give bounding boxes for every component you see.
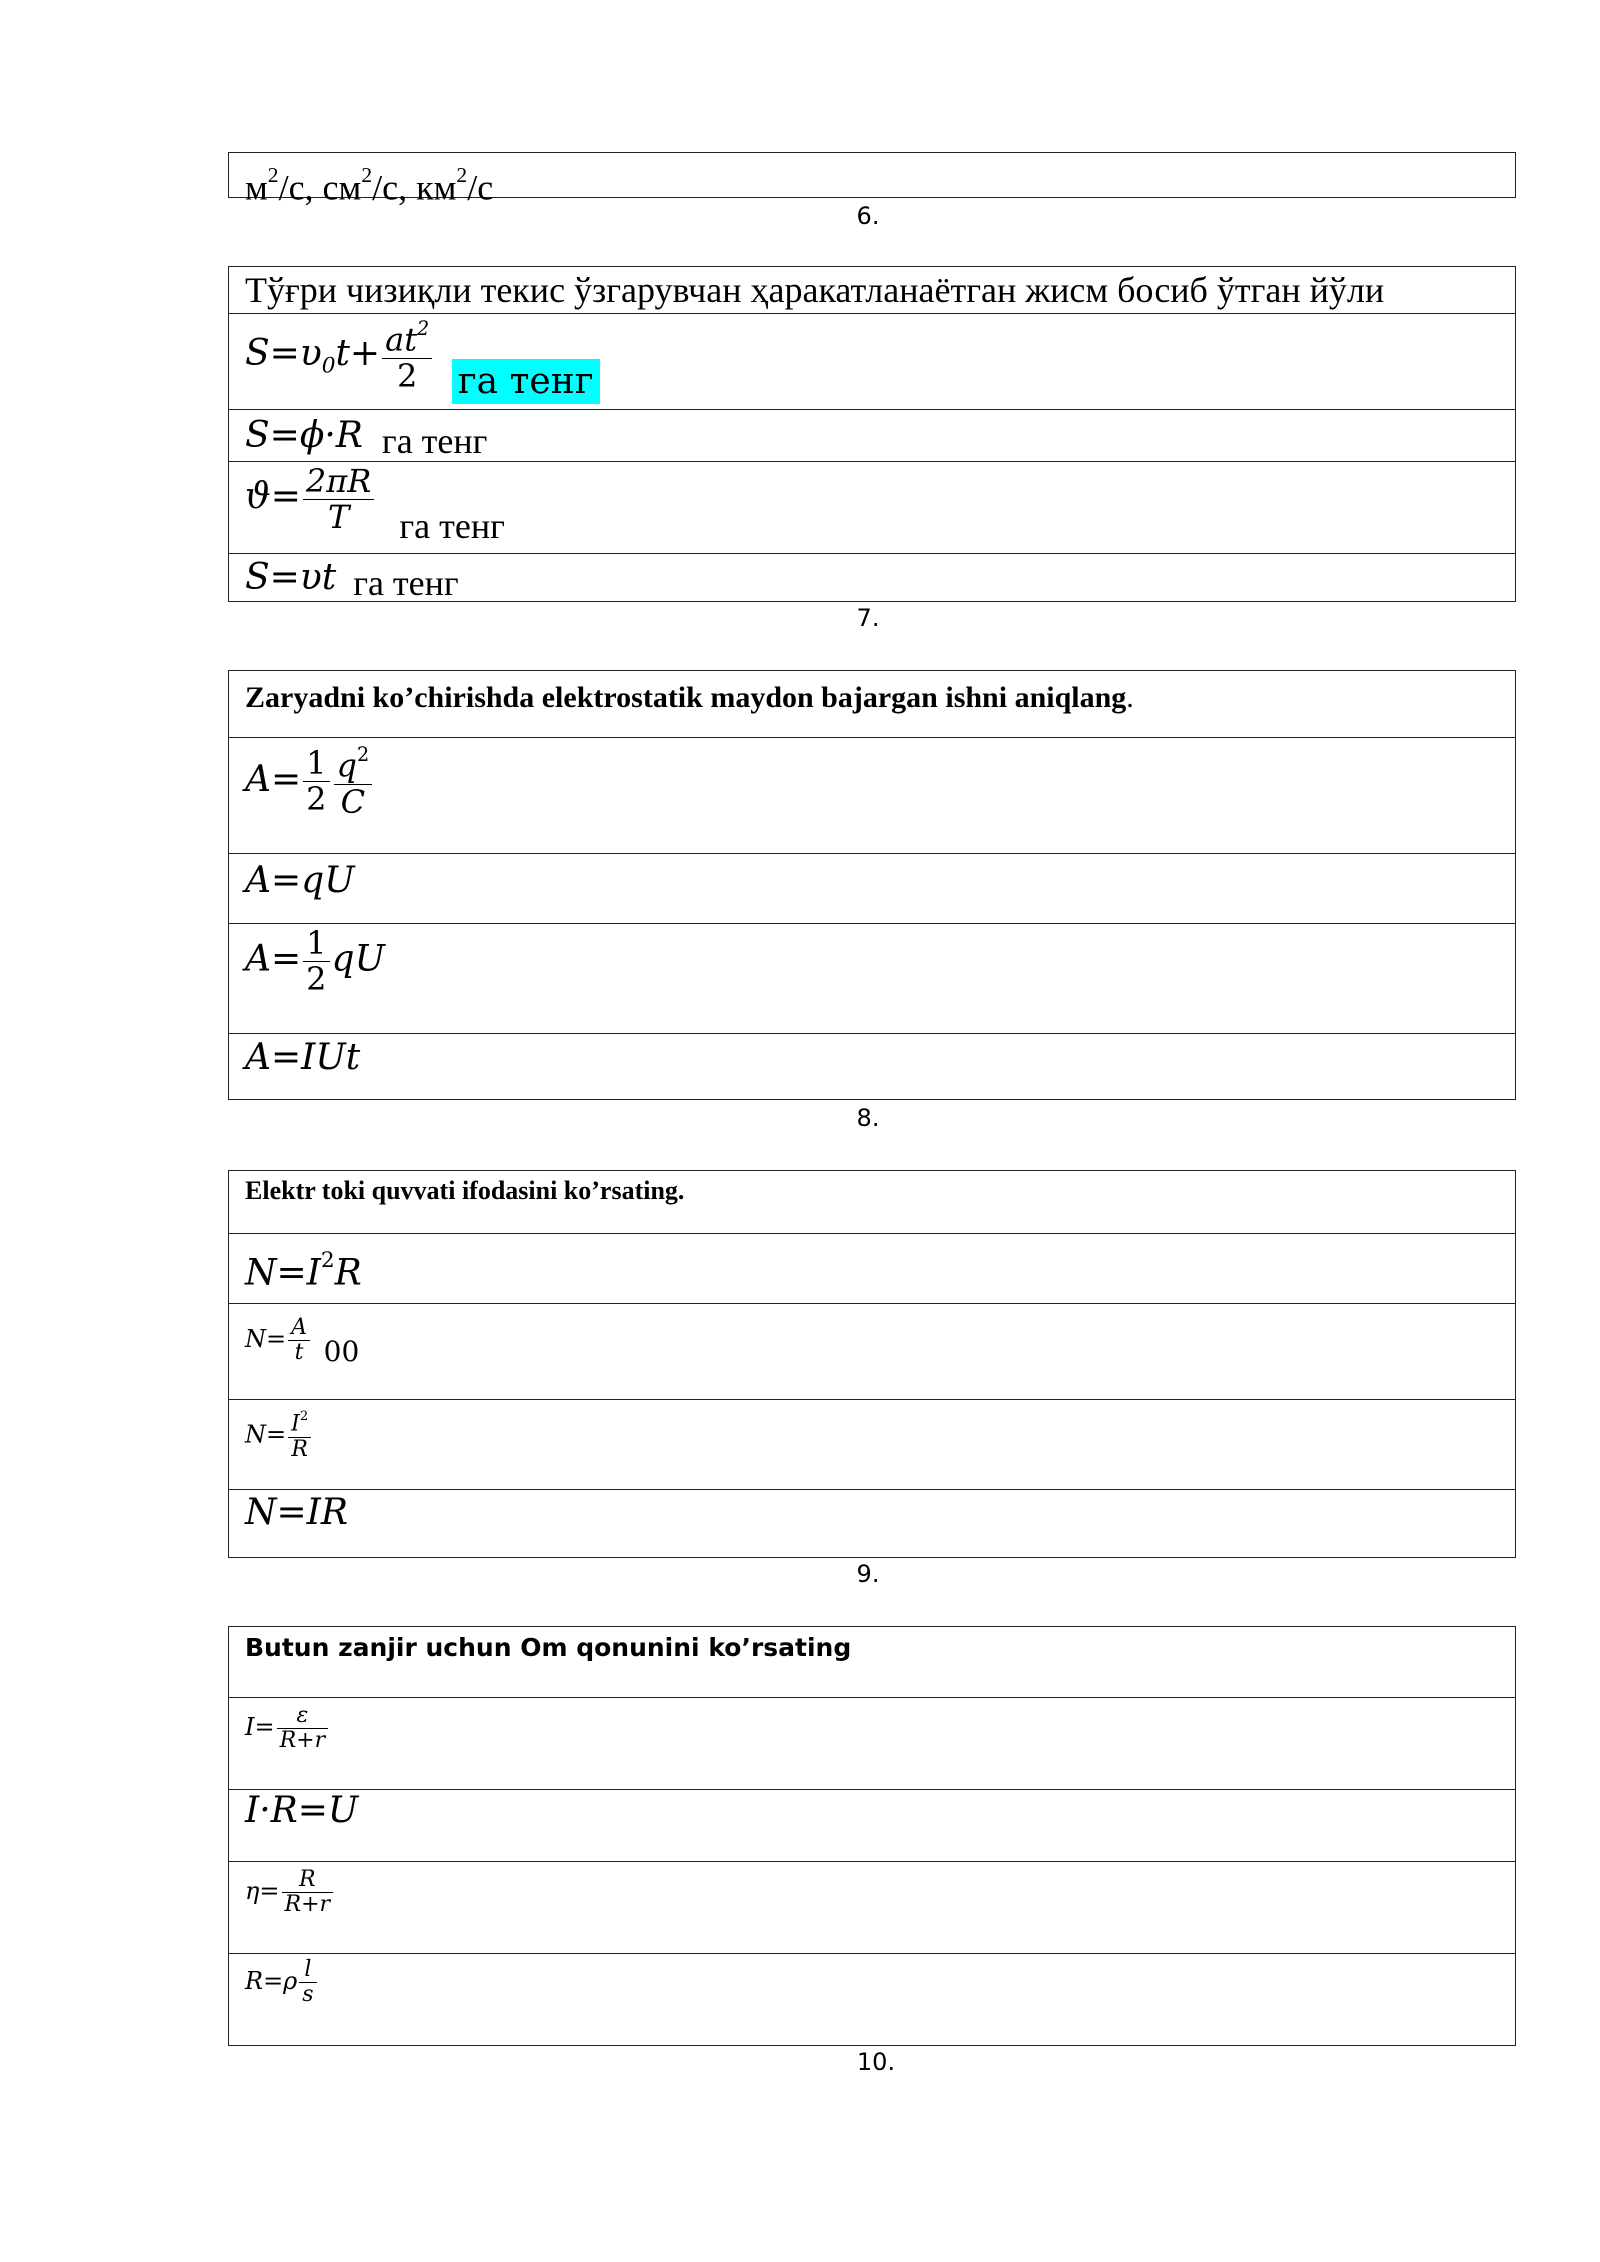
formula-text: S=υ — [245, 332, 322, 374]
fraction-denominator: 2 — [397, 356, 418, 395]
answer-row — [229, 409, 1515, 461]
formula-text: A= — [245, 938, 302, 980]
unit-text: /с, см — [278, 167, 362, 208]
question-label: Zaryadni ko’chirishda elektrostatik maydon bajargan ishni aniqlang — [245, 681, 1127, 714]
fraction-denominator: R+r — [279, 1728, 326, 1754]
formula-fraction — [334, 744, 373, 820]
fraction-denominator: 2 — [306, 780, 327, 819]
formula-fraction — [282, 1868, 334, 1917]
answer-row — [229, 1953, 1515, 2045]
formula-text: I= — [245, 1713, 275, 1742]
formula-text: ϑ= — [245, 475, 301, 517]
fraction-numerator: A — [288, 1316, 310, 1341]
formula-fraction — [288, 1410, 311, 1462]
answer-table-q5 — [228, 152, 1516, 208]
formula-fraction — [303, 464, 374, 535]
question-table-q9 — [228, 1626, 1516, 2046]
answer-suffix: га тенг — [381, 421, 488, 461]
fraction-denominator: t — [294, 1340, 304, 1366]
fraction-denominator: R — [291, 1436, 308, 1462]
fraction-numerator: I — [291, 1411, 300, 1437]
formula-text: S=υt — [245, 557, 337, 598]
formula-fraction — [303, 926, 329, 997]
unit-exponent: 2 — [361, 163, 373, 187]
question-text — [229, 671, 1515, 737]
answer-row: A=IUt — [229, 1033, 1515, 1099]
answer-row — [229, 923, 1515, 1033]
formula-subscript: 0 — [321, 353, 336, 379]
question-number: 6. — [856, 202, 880, 230]
fraction-numerator: R — [282, 1868, 334, 1893]
formula-exponent: 2 — [299, 1409, 309, 1424]
answer-row — [229, 1861, 1515, 1953]
unit-exponent: 2 — [456, 163, 468, 187]
unit-text: м — [245, 167, 268, 208]
fraction-denominator: R+r — [284, 1892, 331, 1918]
unit-text: /с — [467, 167, 494, 208]
question-text: Elektr toki quvvati ifodasini ko’rsating. — [245, 1176, 685, 1205]
fraction-numerator: ε — [277, 1704, 329, 1729]
question-number: 9. — [856, 1560, 880, 1588]
fraction-numerator: at — [385, 320, 418, 359]
unit-text: /с, км — [372, 167, 457, 208]
formula-text: S=ϕ·R — [245, 415, 363, 456]
formula-text: η= — [245, 1877, 280, 1906]
answer-suffix: га тенг — [399, 505, 505, 546]
formula-exponent: 2 — [357, 743, 370, 766]
question-table-q8 — [228, 1170, 1516, 1558]
answer-row — [229, 737, 1515, 853]
answer-row — [229, 1399, 1515, 1489]
answer-row: N=IR — [229, 1489, 1515, 1557]
formula-fraction — [277, 1704, 329, 1753]
question-number: 7. — [856, 604, 880, 632]
fraction-denominator: C — [340, 782, 366, 821]
answer-row: I·R=U — [229, 1789, 1515, 1861]
formula-text: A= — [245, 758, 302, 800]
fraction-denominator: 2 — [306, 960, 327, 999]
answer-row — [229, 313, 1515, 409]
formula-text: N= — [245, 1325, 287, 1354]
answer-row: A=qU — [229, 853, 1515, 923]
answer-row — [229, 1697, 1515, 1789]
formula-fraction — [303, 746, 329, 817]
answer-row — [229, 153, 1515, 208]
fraction-denominator: T — [327, 498, 350, 537]
formula-fraction — [382, 318, 432, 394]
answer-suffix: 00 — [323, 1335, 360, 1369]
question-table-q7 — [228, 670, 1516, 1100]
formula-text: N=I — [245, 1252, 321, 1294]
fraction-numerator: 1 — [303, 746, 329, 782]
formula-fraction — [299, 1958, 316, 2007]
formula-exponent: 2 — [320, 1248, 335, 1273]
question-text: Butun zanjir uchun Om qonunini ko’rsating — [245, 1633, 852, 1662]
answer-row — [229, 1303, 1515, 1399]
fraction-numerator: q — [336, 746, 358, 785]
fraction-numerator: l — [299, 1958, 316, 1983]
formula-text: R=ρ — [245, 1967, 298, 1996]
answer-suffix: га тенг — [353, 563, 459, 603]
unit-exponent: 2 — [267, 163, 279, 187]
question-table-q6 — [228, 266, 1516, 602]
fraction-numerator: 1 — [303, 926, 329, 962]
answer-row — [229, 461, 1515, 553]
answer-row — [229, 1233, 1515, 1303]
formula-text: N= — [245, 1420, 287, 1449]
formula-fraction — [288, 1316, 310, 1365]
formula-exponent: 2 — [417, 317, 430, 340]
answer-row — [229, 553, 1515, 601]
formula-text: t+ — [335, 332, 381, 374]
highlighted-suffix: га тенг — [452, 359, 600, 404]
question-text: Тўғри чизиқли текис ўзгарувчан ҳаракатланаётган жисм босиб ўтган йўли — [245, 270, 1385, 310]
fraction-numerator: 2πR — [303, 464, 374, 500]
question-number: 8. — [856, 1104, 880, 1132]
question-end: . — [1126, 681, 1134, 714]
formula-text: qU — [331, 938, 385, 980]
formula-text: R — [334, 1252, 362, 1294]
fraction-denominator: s — [302, 1982, 314, 2008]
question-number: 10. — [856, 2048, 896, 2076]
